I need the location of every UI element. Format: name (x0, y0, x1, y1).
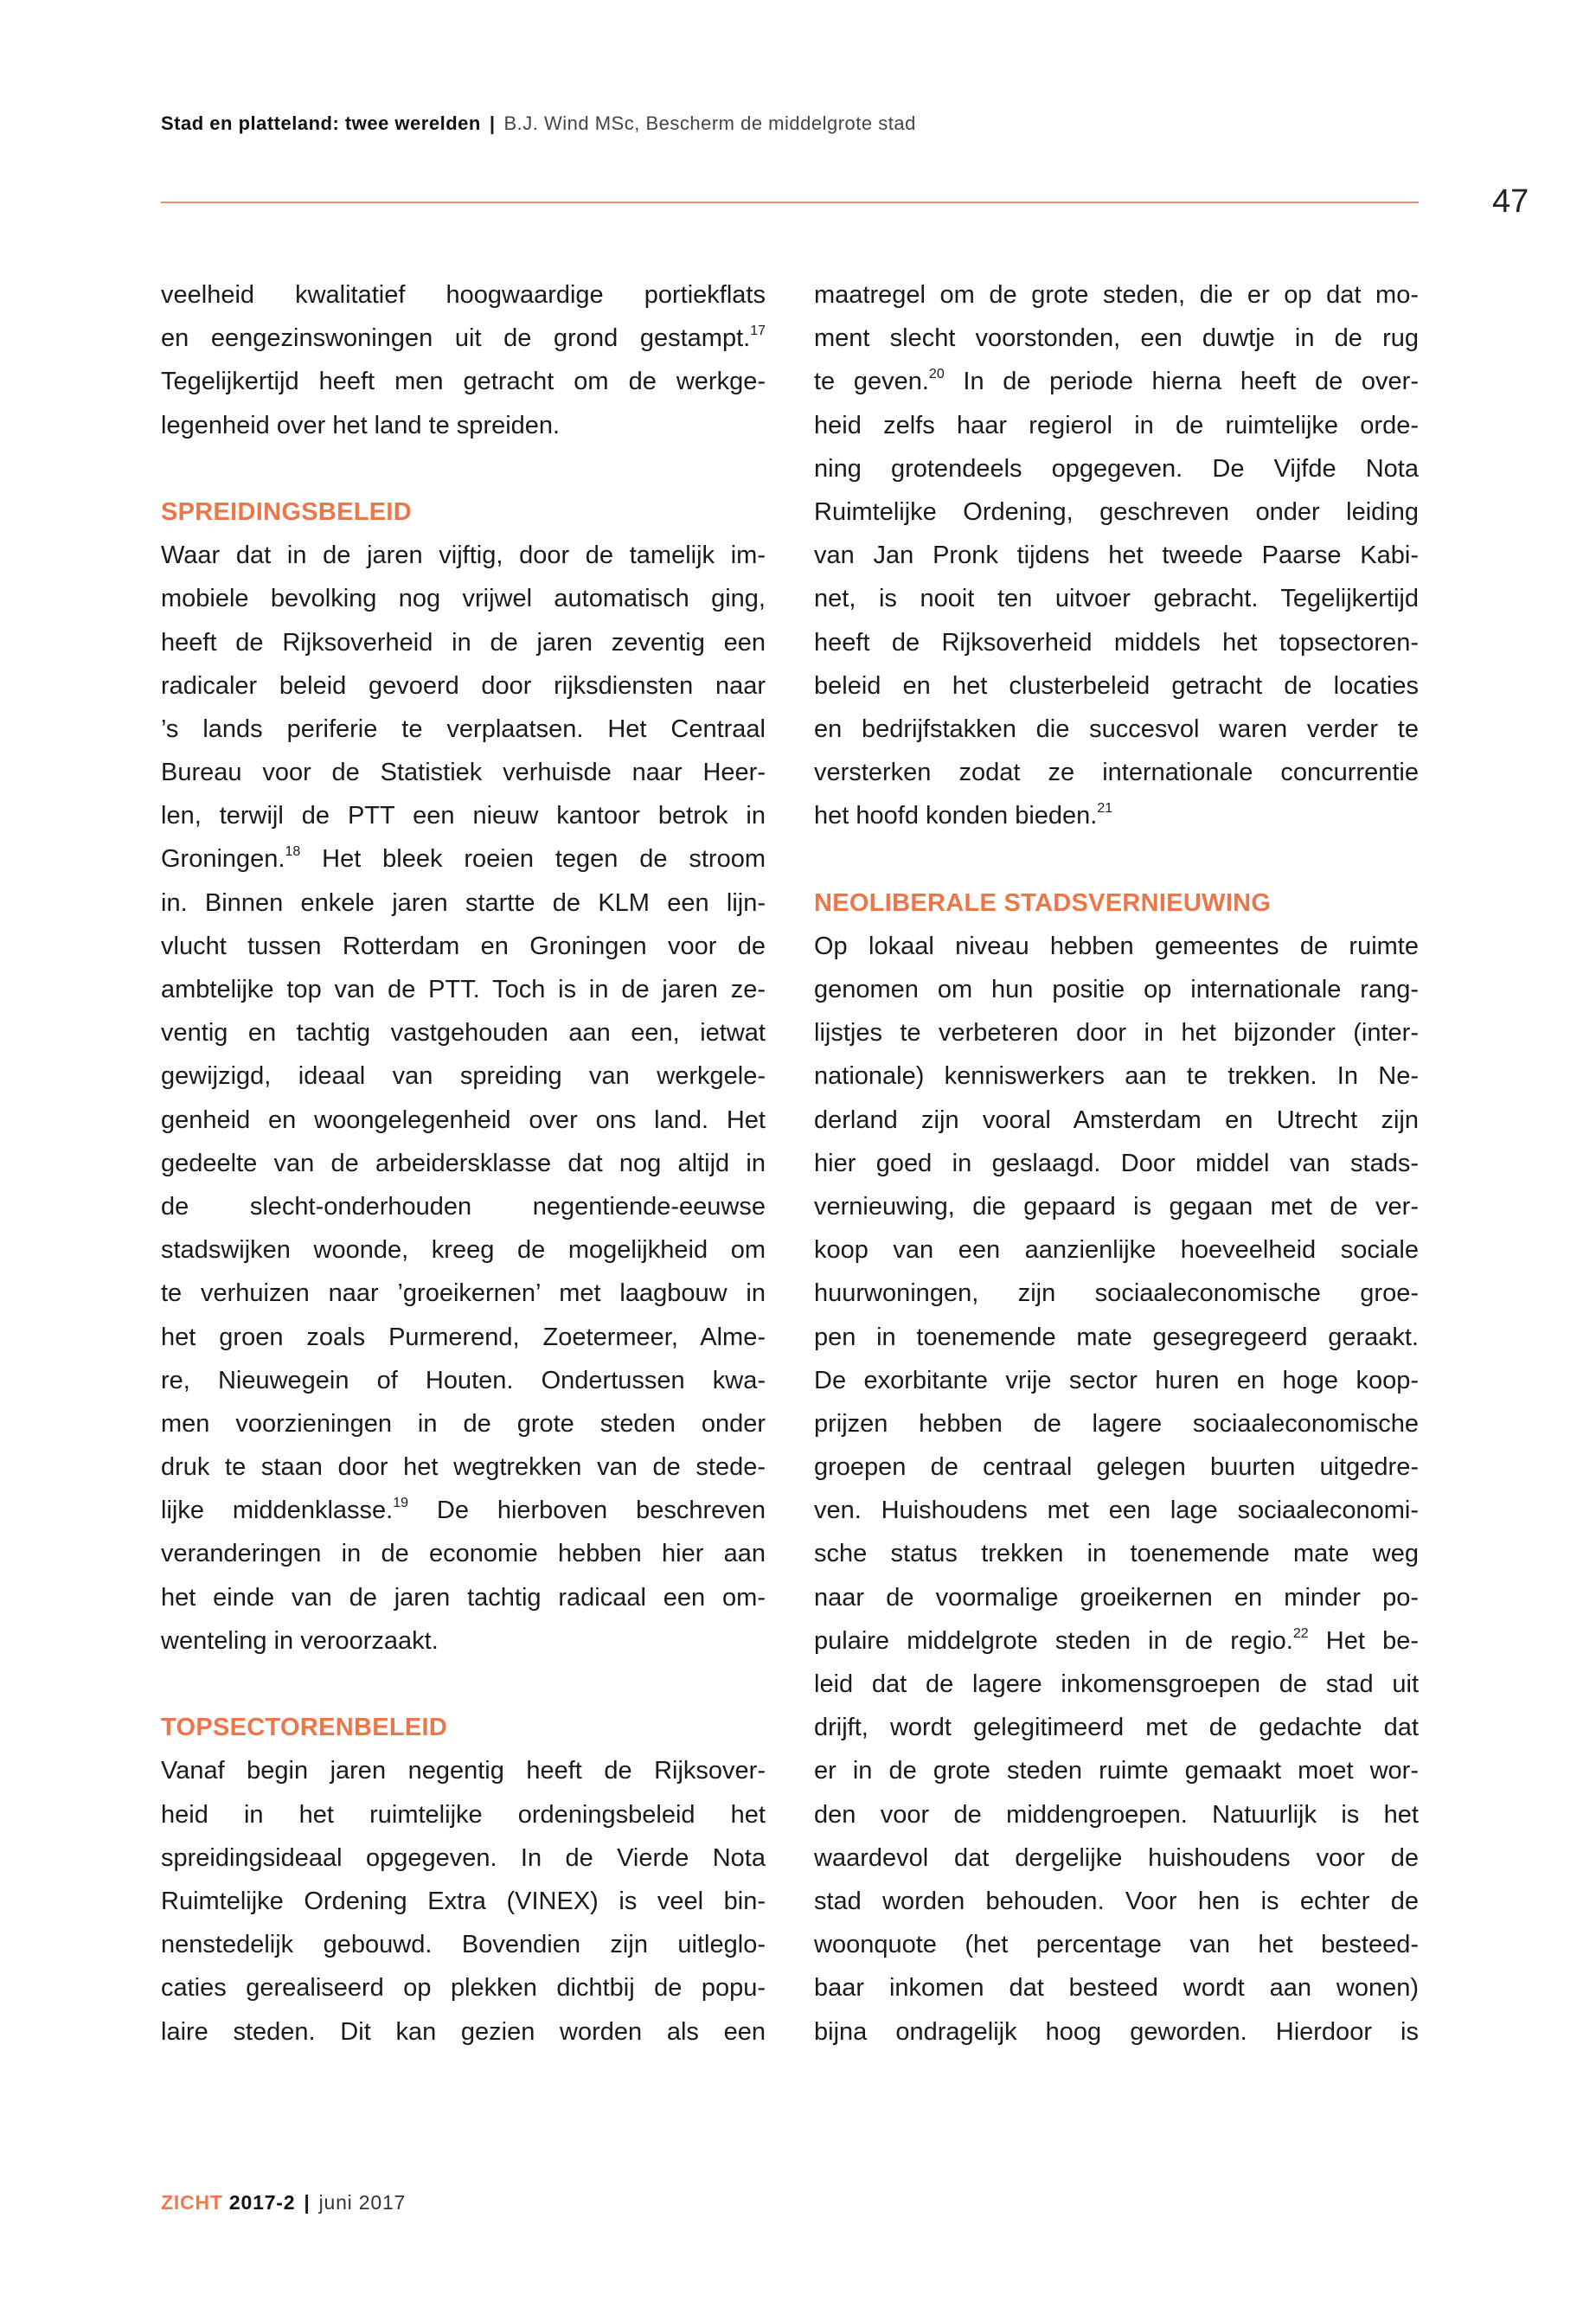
paragraph (161, 1749, 766, 2053)
line-text: van Jan Pronk tijdens het tweede Paarse Kabi- (814, 542, 1419, 570)
line-text: Ruimtelijke Ordening, geschreven onder leiding (814, 497, 1419, 526)
line-text: radicaler beleid gevoerd door rijksdiensten naar (161, 671, 766, 700)
text-line (161, 1532, 766, 1575)
line-text: beleid en het clusterbeleid getracht de locaties (814, 671, 1419, 700)
text-line (161, 1489, 766, 1532)
text-line (814, 404, 1419, 447)
line-text: stad worden behouden. Voor hen is echter de (814, 1887, 1419, 1915)
text-line (161, 621, 766, 664)
line-text: koop van een aanzienlijke hoeveelheid sociale (814, 1236, 1419, 1265)
section-heading: SPREIDINGSBELEID (161, 497, 413, 526)
text-line (161, 925, 766, 968)
line-text: te verhuizen naar ’groeikernen’ met laagbouw in (161, 1279, 766, 1308)
text-line (814, 1054, 1419, 1098)
line-text: heid in het ruimtelijke ordeningsbeleid het (161, 1800, 766, 1829)
text-line (161, 751, 766, 794)
line-text: het hoofd konden bieden. (814, 802, 1098, 830)
line-text: len, terwijl de PTT een nieuw kantoor betrok in (161, 802, 766, 830)
line-text: caties gerealiseerd op plekken dichtbij de popu- (161, 1974, 766, 2003)
text-line (814, 1402, 1419, 1445)
text-line (161, 1793, 766, 1836)
line-text: ventig en tachtig vastgehouden aan een, ietwat (161, 1019, 766, 1048)
line-text: men voorzieningen in de grote steden onder (161, 1409, 766, 1438)
text-line (161, 794, 766, 837)
line-text: genheid en woongelegenheid over ons land. Het (161, 1106, 766, 1134)
line-text: Op lokaal niveau hebben gemeentes de ruimte (814, 932, 1419, 960)
line-text: drijft, wordt gelegitimeerd met de gedachte dat (814, 1714, 1419, 1742)
text-line (814, 317, 1419, 360)
paragraph (814, 273, 1419, 837)
line-text: nationale) kenniswerkers aan te trekken. In Ne- (814, 1062, 1419, 1091)
text-line (161, 1099, 766, 1142)
text-line (161, 881, 766, 925)
line-text: en bedrijfstakken die succesvol waren verder te (814, 715, 1419, 743)
text-line (814, 1316, 1419, 1359)
text-line (161, 1923, 766, 1966)
line-text: legenheid over het land te spreiden. (161, 411, 561, 439)
footnote-reference: 20 (928, 367, 945, 382)
text-line (161, 664, 766, 708)
text-line (814, 1185, 1419, 1228)
text-line (161, 837, 766, 881)
text-line (814, 1793, 1419, 1836)
line-text: genomen om hun positie op internationale rang- (814, 976, 1419, 1003)
line-text: De exorbitante vrije sector huren en hoge koop- (814, 1366, 1419, 1394)
line-text: leid dat de lagere inkomensgroepen de stad uit (814, 1670, 1419, 1698)
text-line (814, 1489, 1419, 1532)
text-line (161, 360, 766, 403)
line-text: huurwoningen, zijn sociaaleconomische groe- (814, 1279, 1419, 1308)
line-text: in. Binnen enkele jaren startte de KLM een lijn- (161, 888, 766, 917)
line-text: pulaire middelgrote steden in de regio. (814, 1626, 1293, 1655)
text-line (161, 1445, 766, 1489)
line-text: versterken zodat ze internationale concurrentie (814, 759, 1419, 787)
line-text: ning grotendeels opgegeven. De Vijfde Nota (814, 454, 1419, 483)
footnote-reference: 22 (1292, 1625, 1309, 1641)
footer-separator: | (304, 2191, 311, 2214)
line-text: ambtelijke top van de PTT. Toch is in de jaren ze- (161, 976, 766, 1003)
text-line (161, 1359, 766, 1402)
text-line (161, 708, 766, 751)
text-line (161, 1576, 766, 1619)
line-text: baar inkomen dat besteed wordt aan wonen) (814, 1974, 1419, 2003)
line-text-continued: In de periode hierna heeft de over- (944, 368, 1419, 396)
text-line (161, 1749, 766, 1792)
text-line (814, 708, 1419, 751)
text-line (161, 1185, 766, 1228)
line-text: woonquote (het percentage van het besteed- (814, 1931, 1419, 1959)
text-line (814, 1880, 1419, 1923)
line-text: ’s lands periferie te verplaatsen. Het Centraal (161, 715, 766, 743)
line-text: nenstedelijk gebouwd. Bovendien zijn uitleglo- (161, 1931, 766, 1959)
line-text: lijke middenklasse. (161, 1497, 394, 1525)
footnote-reference: 17 (750, 324, 766, 339)
page-number: 47 (1492, 183, 1529, 220)
line-text: het einde van de jaren tachtig radicaal een om- (161, 1583, 766, 1612)
issue-number: 2017-2 (228, 2191, 296, 2214)
text-line (814, 1619, 1419, 1663)
text-line (814, 1011, 1419, 1054)
text-line (161, 1402, 766, 1445)
line-text: gewijzigd, ideaal van spreiding van werkgele- (161, 1062, 766, 1091)
text-line (814, 1576, 1419, 1619)
text-line (161, 577, 766, 620)
line-text: derland zijn vooral Amsterdam en Utrecht zijn (814, 1106, 1419, 1134)
text-line (161, 1272, 766, 1315)
line-text: heid zelfs haar regierol in de ruimtelijke orde- (814, 411, 1419, 439)
line-text-continued: De hierboven beschreven (408, 1497, 766, 1525)
text-line (814, 1228, 1419, 1272)
line-text: druk te staan door het wegtrekken van de stede- (161, 1453, 766, 1482)
text-line (161, 968, 766, 1011)
text-line (814, 447, 1419, 490)
line-text: stadswijken woonde, kreeg de mogelijkheid om (161, 1236, 766, 1265)
footnote-reference: 21 (1097, 801, 1113, 817)
footnote-reference: 18 (285, 844, 301, 860)
line-text: sche status trekken in toenemende mate weg (814, 1540, 1419, 1568)
section-heading: NEOLIBERALE STADSVERNIEUWING (814, 888, 1272, 917)
line-text: veranderingen in de economie hebben hier aan (161, 1540, 766, 1568)
text-line (814, 2010, 1419, 2054)
text-line (161, 1836, 766, 1880)
line-text: Groningen. (161, 845, 285, 874)
line-text: waardevol dat dergelijke huishoudens voor de (814, 1843, 1419, 1872)
line-text: mobiele bevolking nog vrijwel automatisch ging, (161, 585, 766, 613)
line-text: gedeelte van de arbeidersklasse dat nog altijd in (161, 1149, 766, 1177)
text-line (161, 534, 766, 577)
text-line (814, 1099, 1419, 1142)
paragraph (814, 925, 1419, 2054)
text-line (814, 1663, 1419, 1706)
header-rule (161, 202, 1419, 203)
line-text: heeft de Rijksoverheid in de jaren zeventig een (161, 628, 766, 657)
text-line (161, 1619, 766, 1663)
text-line (814, 1836, 1419, 1880)
line-text: Bureau voor de Statistiek verhuisde naar Heer- (161, 759, 766, 787)
line-text: er in de grote steden ruimte gemaakt moet wor- (814, 1757, 1419, 1785)
line-text-continued: Het be- (1308, 1626, 1419, 1655)
magazine-brand: ZICHT (161, 2191, 223, 2214)
line-text: spreidingsideaal opgegeven. In de Vierde Nota (161, 1843, 766, 1872)
line-text: en eengezinswoningen uit de grond gestampt. (161, 324, 751, 353)
line-text: pen in toenemende mate gesegregeerd geraakt. (814, 1323, 1419, 1351)
text-line (814, 1445, 1419, 1489)
line-text: Waar dat in de jaren vijftig, door de tamelijk im- (161, 542, 766, 570)
line-text: bijna ondragelijk hoog geworden. Hierdoor is (814, 2017, 1419, 2046)
text-line (814, 794, 1419, 837)
right-column (814, 273, 1419, 2054)
text-line (161, 1011, 766, 1054)
text-line (161, 404, 766, 447)
text-line (814, 1359, 1419, 1402)
footer (161, 2191, 406, 2214)
text-line (814, 925, 1419, 968)
text-line (814, 621, 1419, 664)
text-line (161, 317, 766, 360)
publication-section-title: Stad en platteland: twee werelden (161, 112, 481, 134)
line-text: Tegelijkertijd heeft men getracht om de werkge- (161, 368, 766, 396)
text-line (814, 1532, 1419, 1575)
line-text: groepen de centraal gelegen buurten uitgedre- (814, 1453, 1419, 1482)
section-heading: TOPSECTORENBELEID (161, 1714, 448, 1742)
text-line (161, 1316, 766, 1359)
text-line (161, 273, 766, 317)
line-text: vlucht tussen Rotterdam en Groningen voor de (161, 932, 766, 960)
text-line (814, 1923, 1419, 1966)
text-line (814, 360, 1419, 403)
article-author-title: B.J. Wind MSc, Bescherm de middelgrote stad (503, 112, 916, 134)
line-text: maatregel om de grote steden, die er op dat mo- (814, 281, 1419, 309)
text-line (814, 1706, 1419, 1749)
text-line (814, 1142, 1419, 1185)
issue-date: juni 2017 (318, 2191, 407, 2214)
text-line (814, 1272, 1419, 1315)
text-line (814, 968, 1419, 1011)
text-line (814, 577, 1419, 620)
text-line (161, 1880, 766, 1923)
line-text: heeft de Rijksoverheid middels het topsectoren- (814, 628, 1419, 657)
left-column (161, 273, 766, 2054)
line-text: lijstjes te verbeteren door in het bijzonder (inter- (814, 1019, 1419, 1048)
header-separator: | (489, 112, 496, 134)
text-line (161, 1142, 766, 1185)
line-text: Ruimtelijke Ordening Extra (VINEX) is veel bin- (161, 1887, 766, 1915)
line-text: re, Nieuwegein of Houten. Ondertussen kwa- (161, 1366, 766, 1394)
text-line (814, 534, 1419, 577)
text-line (814, 273, 1419, 317)
line-text: prijzen hebben de lagere sociaaleconomische (814, 1409, 1419, 1438)
line-text: den voor de middengroepen. Natuurlijk is het (814, 1800, 1419, 1829)
line-text: vernieuwing, die gepaard is gegaan met de ver- (814, 1192, 1419, 1221)
text-line (814, 1749, 1419, 1792)
paragraph (161, 273, 766, 447)
line-text: naar de voormalige groeikernen en minder po- (814, 1583, 1419, 1612)
line-text: te geven. (814, 368, 929, 396)
line-text: wenteling in veroorzaakt. (161, 1626, 439, 1655)
text-line (814, 490, 1419, 534)
line-text: het groen zoals Purmerend, Zoetermeer, Alme- (161, 1323, 766, 1351)
text-line (161, 1054, 766, 1098)
line-text: Vanaf begin jaren negentig heeft de Rijksover- (161, 1757, 766, 1785)
line-text: hier goed in geslaagd. Door middel van stads- (814, 1149, 1419, 1177)
paragraph (161, 534, 766, 1663)
text-line (161, 1228, 766, 1272)
line-text: ven. Huishoudens met een lage sociaaleconomi- (814, 1497, 1419, 1525)
line-text: de slecht-onderhouden negentiende-eeuwse (161, 1192, 766, 1221)
line-text: ment slecht voorstonden, een duwtje in de rug (814, 324, 1419, 353)
text-line (161, 2010, 766, 2054)
text-line (161, 1966, 766, 2009)
text-line (814, 1966, 1419, 2009)
text-line (814, 664, 1419, 708)
footnote-reference: 19 (393, 1496, 408, 1511)
line-text-continued: Het bleek roeien tegen de stroom (300, 845, 766, 874)
running-header (161, 112, 916, 135)
line-text: veelheid kwalitatief hoogwaardige portiekflats (161, 281, 766, 309)
text-line (814, 751, 1419, 794)
line-text: laire steden. Dit kan gezien worden als een (161, 2017, 766, 2046)
line-text: net, is nooit ten uitvoer gebracht. Tegelijkertijd (814, 585, 1419, 613)
